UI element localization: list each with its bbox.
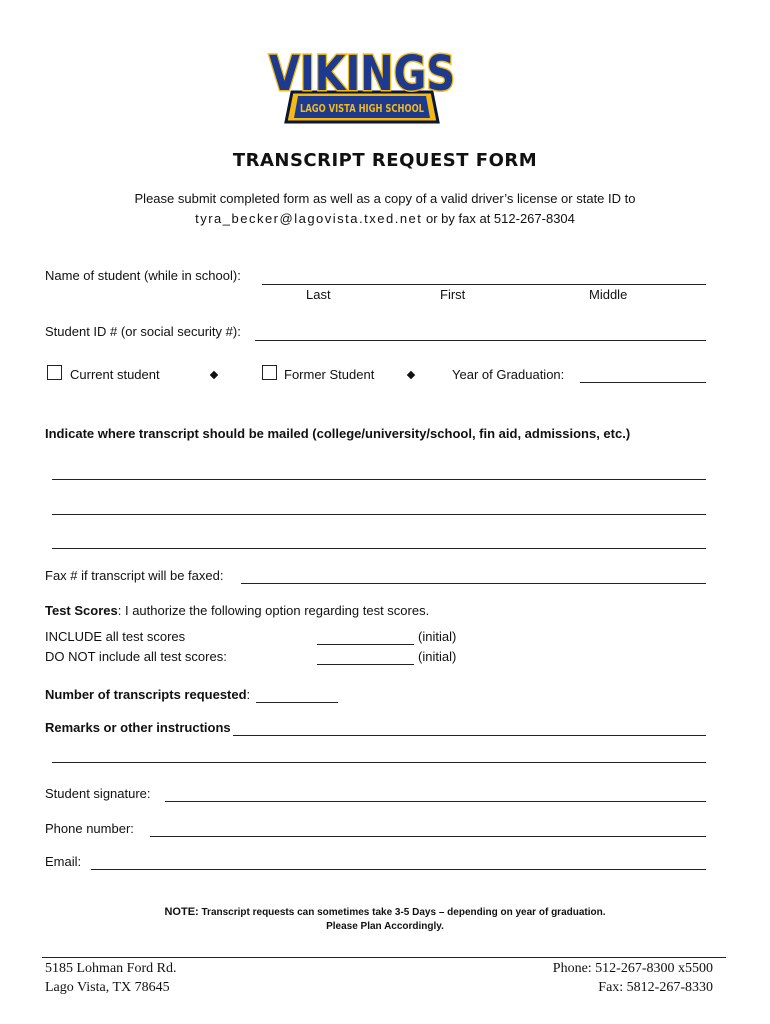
exclude-initial-label: (initial) xyxy=(418,649,457,664)
mailing-address-line-2[interactable] xyxy=(52,500,706,515)
name-sublabel-middle: Middle xyxy=(589,287,628,302)
intro-fax: or by fax at 512-267-8304 xyxy=(422,211,575,226)
number-transcripts-colon: : xyxy=(246,687,251,702)
current-student-checkbox[interactable] xyxy=(47,365,62,380)
remarks-input-line-1[interactable] xyxy=(233,721,706,736)
student-name-input[interactable] xyxy=(262,270,706,285)
bullet-diamond-icon xyxy=(407,371,415,379)
student-id-label: Student ID # (or social security #): xyxy=(45,324,241,339)
remarks-input-line-2[interactable] xyxy=(52,748,706,763)
email-label: Email: xyxy=(45,854,82,869)
signature-input[interactable] xyxy=(165,787,706,802)
fax-label: Fax # if transcript will be faxed: xyxy=(45,568,224,583)
mailing-address-line-1[interactable] xyxy=(52,465,706,480)
email-input[interactable] xyxy=(91,855,706,870)
former-student-checkbox[interactable] xyxy=(262,365,277,380)
include-scores-label: INCLUDE all test scores xyxy=(45,629,186,644)
number-transcripts-label xyxy=(45,687,250,703)
note-prefix: NOTE: xyxy=(164,906,199,918)
student-id-input[interactable] xyxy=(255,326,706,341)
test-scores-heading-bold: Test Scores xyxy=(45,603,118,618)
bullet-diamond-icon xyxy=(210,371,218,379)
footer-divider xyxy=(42,957,726,958)
footer-fax: Fax: 5812-267-8330 xyxy=(598,980,713,995)
form-title: TRANSCRIPT REQUEST FORM xyxy=(232,150,538,171)
fax-input[interactable] xyxy=(241,569,706,584)
number-transcripts-input[interactable] xyxy=(256,688,338,703)
graduation-year-label: Year of Graduation: xyxy=(452,367,565,382)
intro-line-2 xyxy=(0,211,770,227)
include-scores-initial-input[interactable] xyxy=(317,630,414,645)
footer-address-2: Lago Vista, TX 78645 xyxy=(45,980,170,995)
test-scores-heading-rest: : I authorize the following option regarding test scores. xyxy=(117,603,430,618)
vikings-logo-graphic xyxy=(262,30,462,130)
graduation-year-input[interactable] xyxy=(580,368,706,383)
school-logo xyxy=(262,30,462,130)
remarks-label: Remarks or other instructions xyxy=(45,720,231,735)
intro-line-1: Please submit completed form as well as a copy of a valid driver’s license or state ID to xyxy=(134,191,636,206)
footer-address-1: 5185 Lohman Ford Rd. xyxy=(45,961,177,976)
mailing-address-line-3[interactable] xyxy=(52,534,706,549)
current-student-label: Current student xyxy=(70,367,160,382)
include-initial-label: (initial) xyxy=(418,629,457,644)
exclude-scores-initial-input[interactable] xyxy=(317,650,414,665)
phone-input[interactable] xyxy=(150,822,706,837)
former-student-label: Former Student xyxy=(284,367,375,382)
student-name-label: Name of student (while in school): xyxy=(45,268,241,283)
name-sublabel-last: Last xyxy=(306,287,331,302)
exclude-scores-label: DO NOT include all test scores: xyxy=(45,649,227,664)
test-scores-heading xyxy=(45,603,429,619)
note-line-2: Please Plan Accordingly. xyxy=(326,921,444,932)
footer-phone: Phone: 512-267-8300 x5500 xyxy=(552,961,713,976)
number-transcripts-label-bold: Number of transcripts requested xyxy=(45,687,247,702)
note-line-1 xyxy=(0,906,770,918)
mailing-heading: Indicate where transcript should be mailed (college/university/school, fin aid, admissions, etc.) xyxy=(45,426,631,441)
name-sublabel-first: First xyxy=(440,287,466,302)
phone-label: Phone number: xyxy=(45,821,134,836)
signature-label: Student signature: xyxy=(45,786,151,801)
logo-banner-text: LAGO VISTA HIGH SCHOOL xyxy=(300,102,424,115)
intro-email: tyra_becker@lagovista.txed.net xyxy=(195,211,423,226)
note-text: Transcript requests can sometimes take 3-5 Days – depending on year of graduation. xyxy=(198,907,606,918)
logo-wordmark: VIKINGS xyxy=(269,46,455,102)
